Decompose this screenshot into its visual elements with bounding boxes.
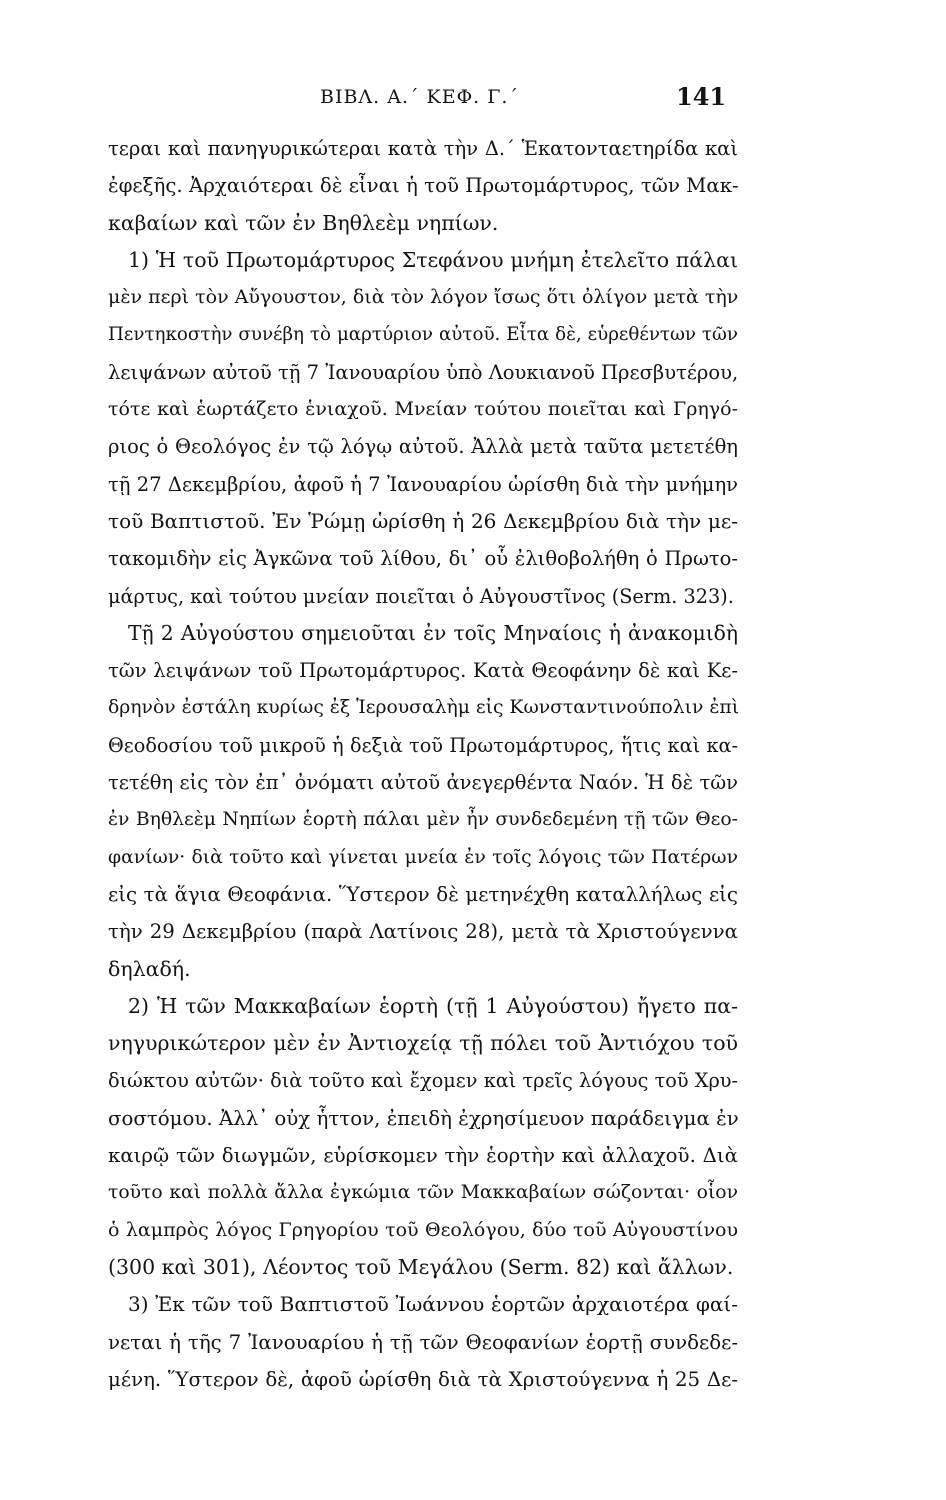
text-line: ἐν Βηθλεὲμ Νηπίων ἑορτὴ πάλαι μὲν ἦν συνδεδεμένη τῇ τῶν Θεο-: [108, 809, 738, 831]
text-line: τὴν 29 Δεκεμβρίου (παρὰ Λατίνοις 28), μετὰ τὰ Χριστούγεννα: [108, 920, 738, 944]
text-line: τοῦτο καὶ πολλὰ ἄλλα ἐγκώμια τῶν Μακκαβαίων σώζονται· οἷον: [108, 1182, 738, 1204]
page-number: 141: [676, 82, 727, 111]
text-line: τοῦ Βαπτιστοῦ. Ἐν Ῥώμῃ ὡρίσθη ἡ 26 Δεκεμβρίου διὰ τὴν με-: [108, 508, 738, 533]
text-line: ριος ὁ Θεολόγος ἐν τῷ λόγῳ αὐτοῦ. Ἀλλὰ μετὰ ταῦτα μετετέθη: [108, 435, 738, 459]
text-line: Θεοδοσίου τοῦ μικροῦ ἡ δεξιὰ τοῦ Πρωτομάρτυρος, ἥτις καὶ κα-: [108, 733, 738, 757]
text-line: καιρῷ τῶν διωγμῶν, εὑρίσκομεν τὴν ἑορτὴν καὶ ἀλλαχοῦ. Διὰ: [108, 1144, 738, 1168]
paragraph-first-line: 2) Ἡ τῶν Μακκαβαίων ἑορτὴ (τῇ 1 Αὐγούστου) ἤγετο πα-: [128, 993, 738, 1018]
text-line: τότε καὶ ἑωρτάζετο ἑνιαχοῦ. Μνείαν τούτου ποιεῖται καὶ Γρηγό-: [108, 398, 738, 421]
text-line: ἐφεξῆς. Ἀρχαιότεραι δὲ εἶναι ἡ τοῦ Πρωτομάρτυρος, τῶν Μακ-: [108, 174, 739, 198]
text-line: νηγυρικώτερον μὲν ἐν Ἀντιοχείᾳ τῇ πόλει τοῦ Ἀντιόχου τοῦ: [108, 1031, 738, 1056]
text-line: δρηνὸν ἐστάλη κυρίως ἐξ Ἱερουσαλὴμ εἰς Κωνσταντινούπολιν ἐπὶ: [108, 697, 740, 719]
paragraph-first-line: 3) Ἐκ τῶν τοῦ Βαπτιστοῦ Ἰωάννου ἑορτῶν ἀρχαιοτέρα φαί-: [128, 1292, 738, 1317]
text-line: νεται ἡ τῆς 7 Ἰανουαρίου ἡ τῇ τῶν Θεοφανίων ἑορτῇ συνδεδε-: [108, 1330, 738, 1354]
text-line: τῇ 27 Δεκεμβρίου, ἀφοῦ ἡ 7 Ἰανουαρίου ὡρίσθη διὰ τὴν μνήμην: [108, 472, 738, 496]
text-line: διώκτου αὐτῶν· διὰ τοῦτο καὶ ἔχομεν καὶ τρεῖς λόγους τοῦ Χρυ-: [108, 1069, 738, 1093]
text-line: μένη. Ὕστερον δὲ, ἀφοῦ ὡρίσθη διὰ τὰ Χριστούγεννα ἡ 25 Δε-: [108, 1367, 738, 1391]
paragraph-first-line: 1) Ἡ τοῦ Πρωτομάρτυρος Στεφάνου μνήμη ἐτελεῖτο πάλαι: [128, 247, 738, 272]
text-line: καβαίων καὶ τῶν ἐν Βηθλεὲμ νηπίων.: [108, 210, 499, 235]
text-line: τακομιδὴν εἰς Ἀγκῶνα τοῦ λίθου, δι᾽ οὗ ἐλιθοβολήθη ὁ Πρωτο-: [108, 547, 738, 571]
text-line: εἰς τὰ ἅγια Θεοφάνια. Ὕστερον δὲ μετηνέχθη καταλλήλως εἰς: [108, 882, 738, 906]
text-line: φανίων· διὰ τοῦτο καὶ γίνεται μνεία ἐν τοῖς λόγοις τῶν Πατέρων: [108, 846, 738, 868]
text-line: Πεντηκοστὴν συνέβη τὸ μαρτύριον αὐτοῦ. Εἶτα δὲ, εὑρεθέντων τῶν: [108, 324, 738, 346]
text-line: τεραι καὶ πανηγυρικώτεραι κατὰ τὴν Δ.΄ Ἑκατονταετηρίδα καὶ: [108, 137, 738, 160]
text-line: τῶν λειψάνων τοῦ Πρωτομάρτυρος. Κατὰ Θεοφάνην δὲ καὶ Κε-: [108, 659, 738, 683]
text-line: λειψάνων αὐτοῦ τῇ 7 Ἰανουαρίου ὑπὸ Λουκιανοῦ Πρεσβυτέρου,: [108, 360, 739, 384]
paragraph-first-line: Τῇ 2 Αὐγούστου σημειοῦται ἐν τοῖς Μηναίοις ἡ ἀνακομιδὴ: [128, 620, 738, 645]
text-line: τετέθη εἰς τὸν ἐπ᾽ ὀνόματι αὐτοῦ ἀνεγερθέντα Ναόν. Ἡ δὲ τῶν: [108, 771, 738, 795]
running-head: ΒΙΒΛ. Α.΄ ΚΕΦ. Γ.΄: [320, 86, 519, 108]
body-text: [108, 130, 738, 1398]
text-line: μὲν περὶ τὸν Αὔγουστον, διὰ τὸν λόγον ἴσως ὅτι ὀλίγον μετὰ τὴν: [108, 286, 739, 309]
text-line: δηλαδή.: [108, 956, 191, 981]
text-line: (300 καὶ 301), Λέοντος τοῦ Μεγάλου (Serm. 82) καὶ ἄλλων.: [108, 1254, 734, 1279]
text-line: μάρτυς, καὶ τούτου μνείαν ποιεῖται ὁ Αὐγουστῖνος (Serm. 323).: [108, 584, 734, 608]
text-line: σοστόμου. Ἀλλ᾽ οὐχ ἧττον, ἐπειδὴ ἐχρησίμευον παράδειγμα ἐν: [108, 1106, 739, 1130]
text-line: ὁ λαμπρὸς λόγος Γρηγορίου τοῦ Θεολόγου, δύο τοῦ Αὐγουστίνου: [108, 1218, 738, 1241]
